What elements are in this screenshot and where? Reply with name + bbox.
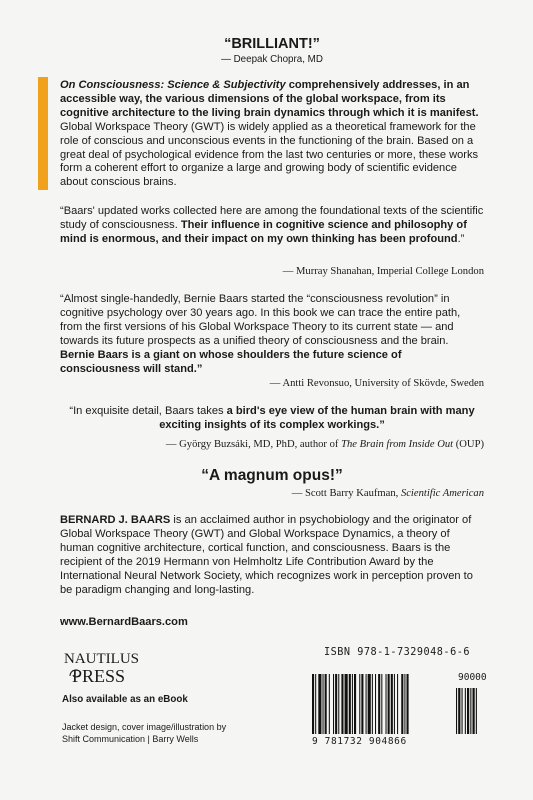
quote-shanahan bbox=[60, 205, 484, 247]
quote-revonsuo-attribution: — Antti Revonsuo, University of Skövde, Sweden bbox=[269, 378, 484, 389]
barcode-bar bbox=[386, 674, 387, 734]
isbn-text: ISBN 978-1-7329048-6-6 bbox=[324, 647, 470, 658]
barcode-bar bbox=[315, 674, 316, 734]
barcode-bar bbox=[341, 674, 343, 734]
top-quote-attribution: — Deepak Chopra, MD bbox=[221, 54, 323, 65]
barcode-bar bbox=[345, 674, 348, 734]
barcode-bar bbox=[458, 688, 460, 734]
barcode-bar bbox=[375, 674, 376, 734]
barcode-bar bbox=[391, 674, 393, 734]
barcode-bar bbox=[462, 688, 463, 734]
publisher-logo bbox=[62, 646, 162, 688]
barcode-bar bbox=[407, 674, 409, 734]
accent-bar bbox=[38, 77, 48, 190]
barcode-block bbox=[308, 647, 486, 747]
barcode-bar bbox=[476, 688, 477, 734]
scientific-american: Scientific American bbox=[400, 488, 484, 499]
credits-line2: Shift Communication | Barry Wells bbox=[62, 734, 199, 744]
quote-revonsuo-bold: Bernie Baars is a giant on whose shoulders the future science of consciousness will stand.” bbox=[60, 348, 402, 375]
barcode-bar bbox=[323, 674, 324, 734]
credits-line1: Jacket design, cover image/illustration by bbox=[62, 722, 227, 732]
author-bio bbox=[60, 514, 484, 597]
barcode-bar bbox=[368, 674, 371, 734]
top-quote-title: “BRILLIANT!” bbox=[224, 36, 320, 52]
quote-buzsaki-bold: a bird's eye view of the human brain with many exciting insights of its complex workings.” bbox=[159, 405, 475, 431]
intro-bold: comprehensively addresses, in an accessible way, the various dimensions of the global workspace, from its cognitive architecture to the living brain dynamics through which it is manifest. bbox=[60, 79, 479, 119]
barcode-bar bbox=[352, 674, 353, 734]
quote-revonsuo-normal: “Almost single-handedly, Bernie Baars started the “consciousness revolution” in cognitive psychology over 30 years ago. In this book we can trace the entire path, from the first versions of his Global Workspace Theory to its current state — and towards its future prospects as a unified theory of consciousness and the brain. bbox=[60, 293, 461, 347]
author-bio-text: is an acclaimed author in psychobiology and the originator of Global Workspace Theory (GWT) and Global Workspace Dynamics, a theory of human cognitive architecture, cortical function, and consciousness. Baars is the recipient of the 2019 Hermann von Helmholtz Life Contribution Award by the International Neural Network Society, which recognizes work in perception proven to be paradigm changing and long-lasting. bbox=[60, 514, 473, 596]
barcode-bar bbox=[465, 688, 466, 734]
barcode-bar bbox=[366, 674, 367, 734]
quote-shanahan-tail: .” bbox=[457, 232, 465, 245]
quote-shanahan-bold: Their influence in cognitive science and philosophy of mind is enormous, and their impact on my own thinking has been profound bbox=[60, 218, 467, 245]
barcode-bar bbox=[361, 674, 363, 734]
quote-shanahan-attribution: — Murray Shanahan, Imperial College London bbox=[282, 266, 484, 277]
barcode-bar bbox=[359, 674, 360, 734]
barcode-bar bbox=[338, 674, 339, 734]
barcode-bar bbox=[456, 688, 457, 734]
ean-number: 9 781732 904866 bbox=[312, 736, 407, 747]
barcode-bar bbox=[333, 674, 334, 734]
quote-buzsaki-attribution: — György Buzsáki, MD, PhD, author of The Brain from Inside Out (OUP) bbox=[165, 439, 484, 450]
barcode-bar bbox=[388, 674, 390, 734]
barcode-bar bbox=[394, 674, 395, 734]
quote-buzsaki bbox=[60, 405, 484, 433]
barcode-bar bbox=[349, 674, 351, 734]
quote-shanahan-normal: “Baars' updated works collected here are among the foundational texts of the scientific study of consciousness. bbox=[60, 205, 484, 231]
nautilus-press-logo-icon bbox=[62, 646, 162, 688]
website-link[interactable]: www.BernardBaars.com bbox=[60, 616, 188, 628]
intro-paragraph bbox=[60, 79, 484, 190]
barcode-bar bbox=[381, 674, 382, 734]
quote-kaufman-attribution: — Scott Barry Kaufman, Scientific American bbox=[291, 488, 484, 499]
intro-normal: Global Workspace Theory (GWT) is widely applied as a theoretical framework for the role of conscious and unconscious events in the functioning of the brain. Based on a great deal of psychological evidence from the last two centuries or more, these works form a coherent effort to organize a large and growing body of scientific evidence about conscious brains. bbox=[60, 120, 479, 189]
barcode-bar bbox=[467, 688, 469, 734]
price-code: 90000 bbox=[458, 672, 487, 683]
publisher-line2: PRESS bbox=[72, 666, 126, 686]
quote-buzsaki-normal: “In exquisite detail, Baars takes bbox=[69, 405, 227, 417]
barcode-bar bbox=[401, 674, 403, 734]
barcode-bar bbox=[354, 674, 356, 734]
barcode-bar bbox=[378, 674, 380, 734]
barcode-bar bbox=[329, 674, 330, 734]
barcode-bar bbox=[372, 674, 373, 734]
barcode-bar bbox=[404, 674, 405, 734]
barcode-bar bbox=[318, 674, 321, 734]
quote-kaufman-title: “A magnum opus!” bbox=[201, 467, 343, 484]
barcode-bar bbox=[335, 674, 337, 734]
author-name: BERNARD J. BAARS bbox=[60, 514, 171, 526]
barcode-bar bbox=[473, 688, 475, 734]
publisher-line1: NAUTILUS bbox=[64, 651, 139, 667]
barcode-bar bbox=[325, 674, 327, 734]
barcode-bar bbox=[397, 674, 398, 734]
book-title: On Consciousness: Science & Subjectivity bbox=[60, 79, 286, 91]
barcode-bar bbox=[312, 674, 314, 734]
barcode-bar bbox=[470, 688, 471, 734]
quote-revonsuo bbox=[60, 293, 484, 376]
brain-book-title: The Brain from Inside Out bbox=[341, 439, 454, 450]
ebook-note: Also available as an eBook bbox=[62, 694, 188, 705]
